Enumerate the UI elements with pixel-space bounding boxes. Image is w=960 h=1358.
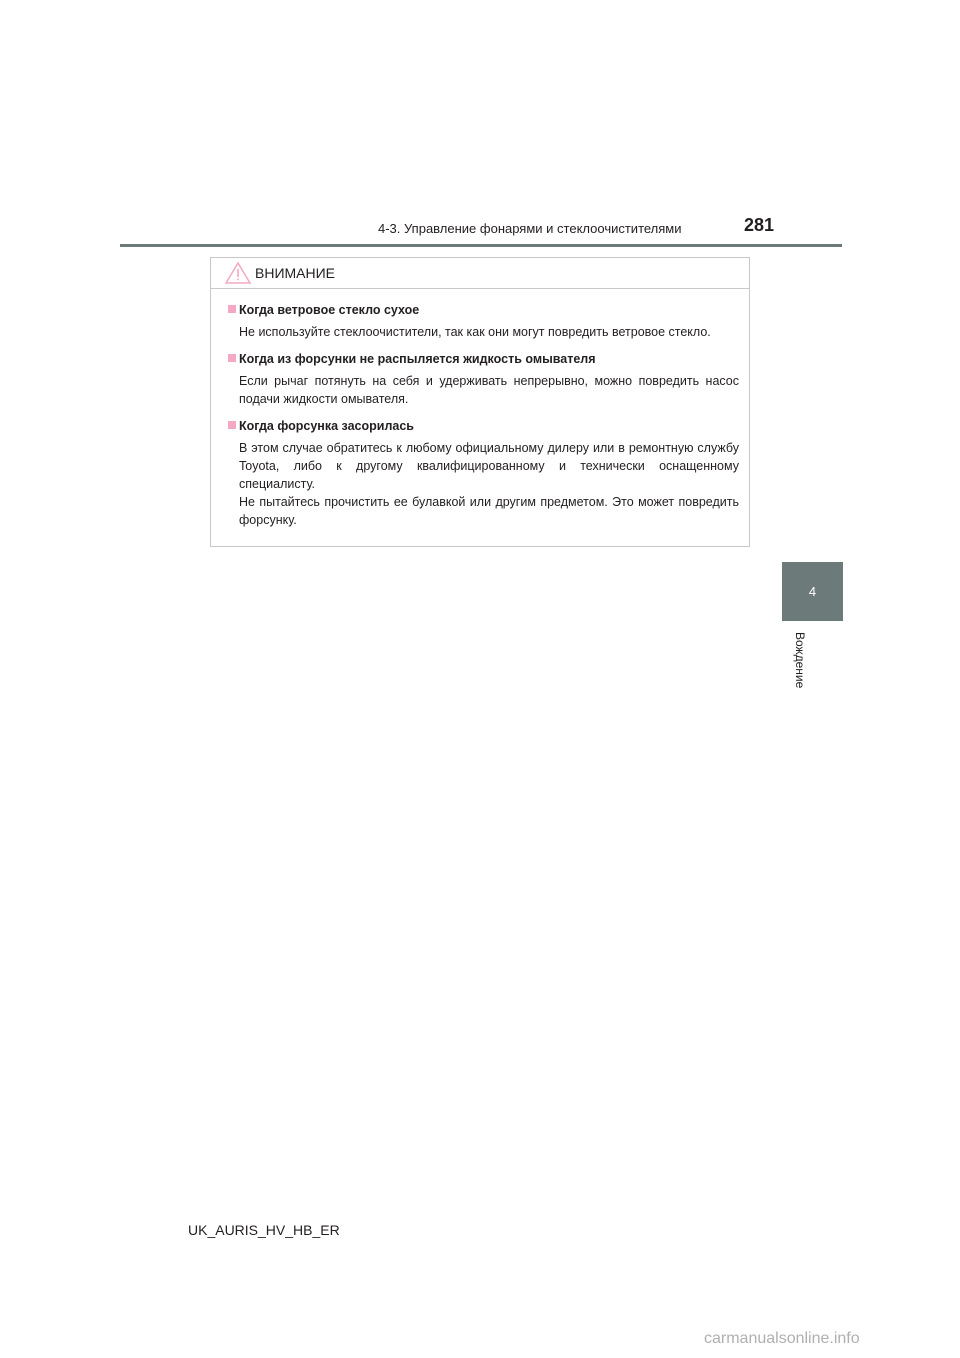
section-paragraph: Не используйте стеклоочистители, так как они могут повредить ветровое стекло. [239, 325, 711, 339]
caution-box [210, 257, 750, 547]
caution-section [228, 350, 739, 408]
square-bullet-icon [228, 305, 236, 313]
section-heading-text: Когда из форсунки не распыляется жидкость омывателя [239, 352, 596, 366]
warning-triangle-icon [225, 262, 251, 284]
page-number: 281 [744, 215, 775, 235]
chapter-tab[interactable] [782, 562, 843, 621]
caution-section [228, 417, 739, 529]
section-paragraph: Если рычаг потянуть на себя и удерживать непрерывно, можно повредить насос подачи жидкости омывателя. [239, 374, 739, 406]
caution-header [211, 258, 749, 289]
caution-section [228, 301, 739, 341]
caution-title: ВНИМАНИЕ [255, 265, 336, 281]
header-divider [120, 244, 842, 247]
chapter-label: Вождение [793, 632, 807, 689]
section-title: 4-3. Управление фонарями и стеклоочистителями [378, 221, 682, 236]
section-heading-text: Когда форсунка засорилась [239, 419, 414, 433]
section-heading [228, 301, 739, 319]
square-bullet-icon [228, 421, 236, 429]
caution-body [211, 289, 749, 529]
section-paragraph: В этом случае обратитесь к любому официальному дилеру или в ремонтную службу Toyota, либо к другому квалифицированному и технически оснащенному специалисту. [239, 441, 739, 491]
document-code: UK_AURIS_HV_HB_ER [188, 1222, 340, 1238]
chapter-number: 4 [808, 584, 817, 599]
section-heading [228, 350, 739, 368]
section-heading [228, 417, 739, 435]
watermark-text: carmanualsonline.info [704, 1330, 860, 1347]
section-paragraph: Не пытайтесь прочистить ее булавкой или другим предметом. Это может повредить форсунку. [239, 495, 739, 527]
section-heading-text: Когда ветровое стекло сухое [239, 303, 420, 317]
square-bullet-icon [228, 354, 236, 362]
